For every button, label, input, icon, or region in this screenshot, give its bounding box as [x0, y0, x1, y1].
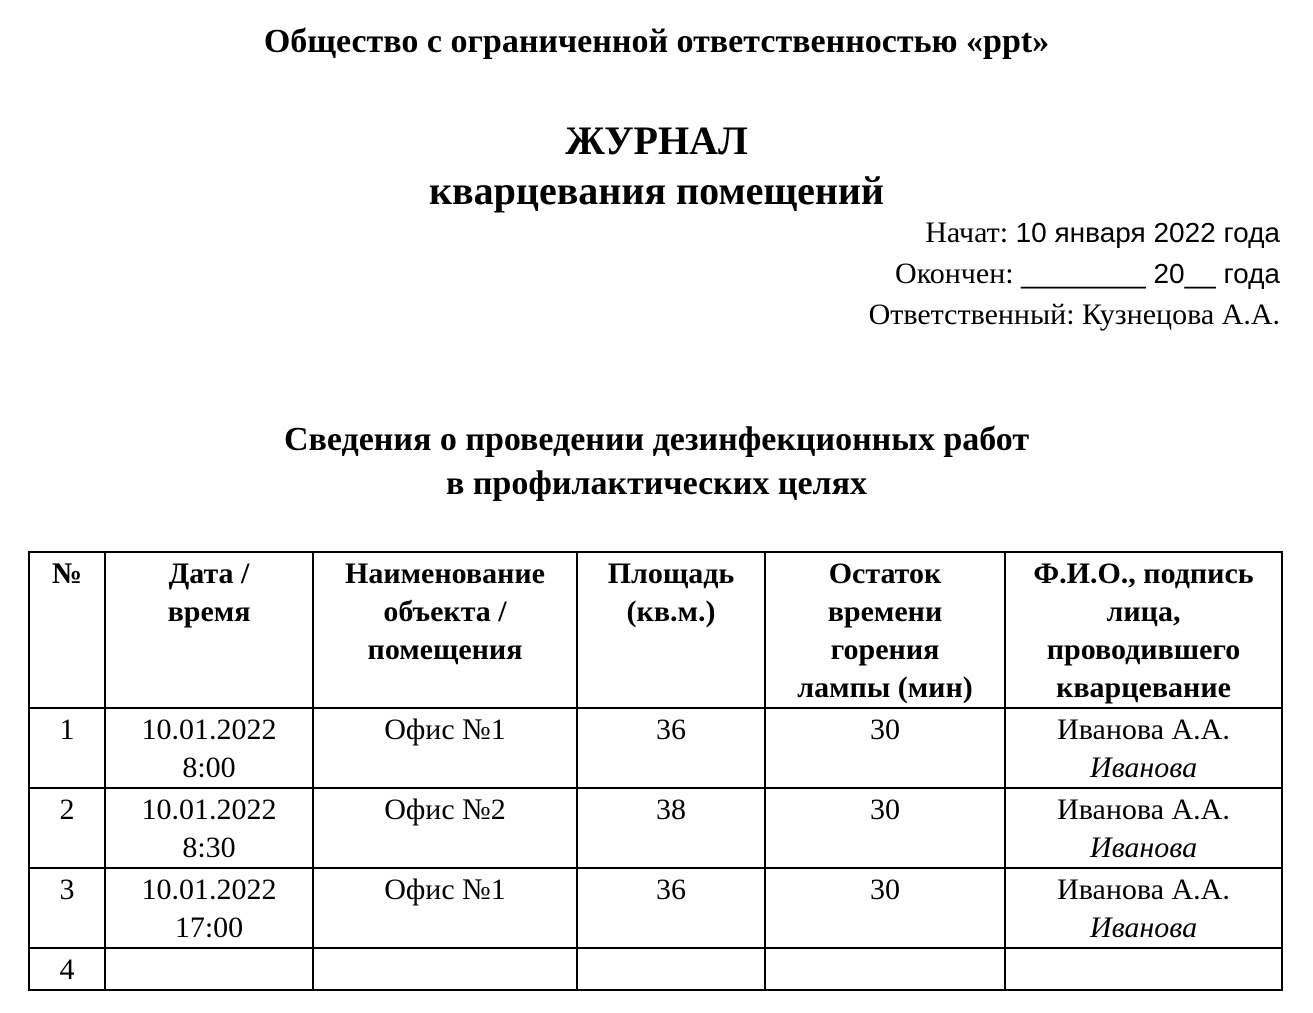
cell-object: Офис №1: [313, 868, 577, 948]
section-title: [0, 418, 1313, 506]
cell-date: 10.01.2022: [141, 873, 277, 906]
section-title-line2: в профилактических целях: [445, 465, 868, 502]
cell-number: 1: [29, 708, 105, 788]
cell-number: 2: [29, 788, 105, 868]
column-header-area: Площадь (кв.м.): [577, 552, 765, 708]
cell-time: 17:00: [174, 911, 244, 944]
journal-title-line2: кварцевания помещений: [429, 168, 884, 213]
cell-object: Офис №2: [313, 788, 577, 868]
table-row: [29, 948, 1282, 990]
cell-responsible-name: Иванова А.А.: [1057, 873, 1230, 906]
cell-signature: Иванова: [1089, 911, 1198, 944]
cell-object: [313, 948, 577, 990]
cell-area: 36: [577, 708, 765, 788]
table-header-row: [29, 552, 1282, 708]
responsible-line: [869, 294, 1280, 335]
cell-date: 10.01.2022: [141, 793, 277, 826]
cell-responsible: [1005, 788, 1282, 868]
column-header-remaining-time: Остаток времени горения лампы (мин): [765, 552, 1005, 708]
started-line: [869, 212, 1280, 253]
responsible-value: Кузнецова А.А.: [1082, 298, 1280, 331]
section-title-line1: Сведения о проведении дезинфекционных работ: [283, 421, 1030, 458]
cell-remaining-time: 30: [765, 788, 1005, 868]
column-header-number: №: [29, 552, 105, 708]
cell-datetime: [105, 788, 313, 868]
journal-table: [28, 551, 1283, 991]
finished-label: Окончен:: [895, 257, 1014, 290]
cell-datetime: [105, 948, 313, 990]
responsible-label: Ответственный:: [868, 298, 1075, 331]
table-row: [29, 788, 1282, 868]
finished-value: ________ 20__ года: [1021, 258, 1280, 289]
cell-remaining-time: 30: [765, 868, 1005, 948]
cell-responsible-name: Иванова А.А.: [1057, 793, 1230, 826]
cell-datetime: [105, 708, 313, 788]
cell-time: 8:30: [182, 831, 236, 864]
cell-responsible-name: Иванова А.А.: [1057, 713, 1230, 746]
cell-signature: Иванова: [1089, 751, 1198, 784]
cell-remaining-time: 30: [765, 708, 1005, 788]
started-label: Начат:: [925, 216, 1009, 249]
cell-number: 4: [29, 948, 105, 990]
cell-number: 3: [29, 868, 105, 948]
cell-signature: Иванова: [1089, 831, 1198, 864]
cell-object: Офис №1: [313, 708, 577, 788]
started-value: 10 января 2022 года: [1015, 217, 1280, 248]
cell-area: 36: [577, 868, 765, 948]
table-row: [29, 708, 1282, 788]
journal-title-line1: ЖУРНАЛ: [565, 118, 748, 163]
column-header-responsible: Ф.И.О., подпись лица, проводившего кварцевание: [1005, 552, 1282, 708]
organization-name: Общество с ограниченной ответственностью «ppt»: [263, 23, 1050, 60]
cell-area: 38: [577, 788, 765, 868]
finished-line: [869, 253, 1280, 294]
table-row: [29, 868, 1282, 948]
cell-time: 8:00: [182, 751, 236, 784]
cell-responsible: [1005, 868, 1282, 948]
column-header-object: Наименование объекта / помещения: [313, 552, 577, 708]
cell-responsible: [1005, 708, 1282, 788]
cell-datetime: [105, 868, 313, 948]
cell-date: 10.01.2022: [141, 713, 277, 746]
column-header-datetime: Дата / время: [105, 552, 313, 708]
cell-responsible: [1005, 948, 1282, 990]
cell-remaining-time: [765, 948, 1005, 990]
journal-title: [0, 116, 1313, 216]
journal-meta: [869, 212, 1280, 335]
cell-area: [577, 948, 765, 990]
